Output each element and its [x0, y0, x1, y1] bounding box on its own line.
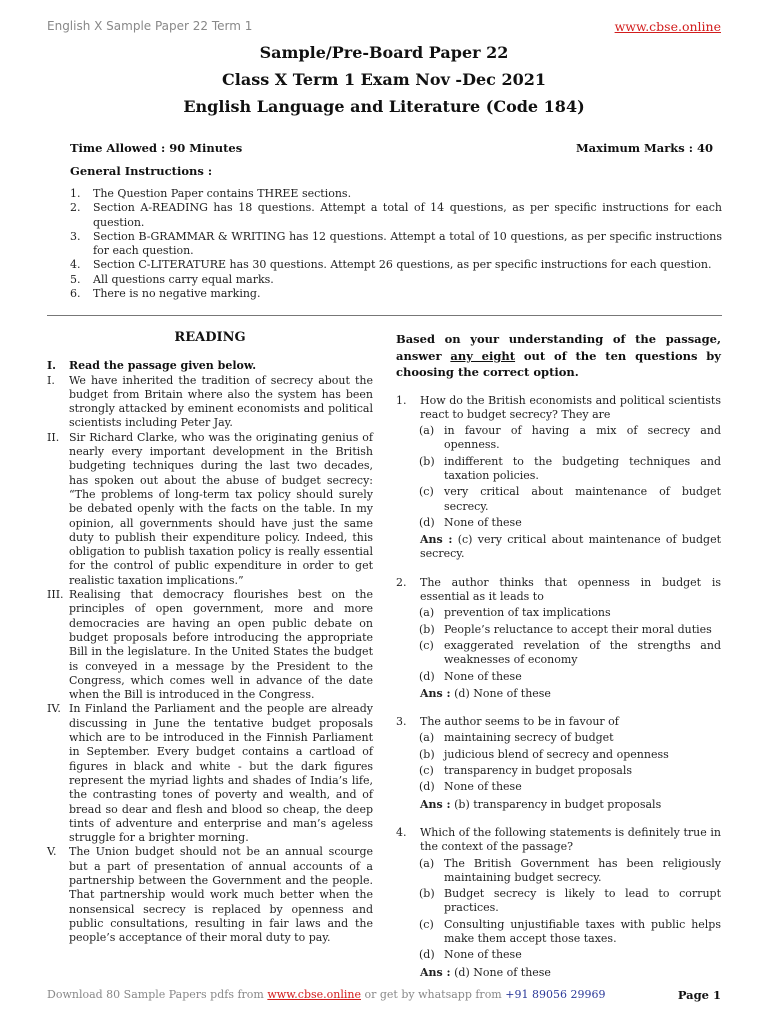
passage-paragraph [47, 588, 373, 702]
option-letter: (a) [419, 856, 435, 870]
answer-option [396, 918, 721, 947]
paragraph-number: III. [47, 588, 64, 602]
answer-text: (d) None of these [454, 965, 551, 979]
question-block [396, 394, 721, 562]
paragraph-text: Sir Richard Clarke, who was the originating genius of nearly every important development in the British budgeting techniques during the last two decades, has spoken out about the abuse of budget secrecy: “The problems of long-term tax policy should surely be debated openly with the facts on the table. In my opinion, all governments should have just the same duty to publish their expenditure policy. Indeed, this obligation to publish taxation policy is really essential for the control of public expenditure in order to get realistic taxation implications.” [69, 430, 373, 587]
question-number: 3. [396, 715, 407, 729]
paragraph-text: Realising that democracy flourishes best on the principles of open government, more and more democracies are having an open public debate on budget proposals before introducing the appropriate Bill in the legislature. In the United States the budget is conveyed in a message by the President to the Congress, which comes well in advance of the date when the Bill is introduced in the Congress. [69, 588, 373, 702]
instruction-number: 5. [70, 272, 81, 286]
option-letter: (d) [419, 948, 435, 962]
answer-option [396, 485, 721, 514]
instruction-number: 2. [70, 201, 81, 215]
passage-paragraph [47, 431, 373, 588]
question-text [396, 715, 721, 729]
instruction-number: 4. [70, 258, 81, 272]
answer-option [396, 639, 721, 668]
answer-option [396, 623, 721, 637]
footer-website-link[interactable]: www.cbse.online [267, 988, 361, 1001]
instruction-item [70, 201, 722, 230]
footer-note [47, 988, 605, 1001]
question-block [396, 826, 721, 980]
instruction-text: All questions carry equal marks. [93, 272, 274, 286]
answer-option [396, 731, 721, 745]
section-divider [47, 315, 722, 316]
option-text: very critical about maintenance of budget secrecy. [444, 485, 721, 513]
option-text: maintaining secrecy of budget [444, 731, 614, 745]
paragraph-text: The Union budget should not be an annual scourge but a part of presentation of annual accounts of a partnership between the Government and the people. That partnership would work much better when the nonsensical secrecy is replaced by openness and public consultations, resulting in fair laws and the people’s acceptance of their moral duty to pay. [69, 845, 373, 945]
answer-option [396, 780, 721, 794]
answer-option [396, 764, 721, 778]
time-allowed: Time Allowed : 90 Minutes [70, 141, 243, 155]
option-text: transparency in budget proposals [444, 764, 632, 778]
instructions-list [70, 187, 722, 301]
instruction-item [70, 230, 722, 259]
answer-line [396, 798, 721, 812]
option-letter: (d) [419, 515, 435, 529]
passage-intro-number: I. [47, 359, 56, 373]
option-letter: (c) [419, 485, 434, 499]
option-text: None of these [444, 515, 522, 529]
answer-option [396, 857, 721, 886]
footer-pre-text: Download 80 Sample Papers pdfs from [47, 988, 264, 1001]
option-letter: (a) [419, 424, 435, 438]
instruction-number: 3. [70, 229, 81, 243]
option-letter: (d) [419, 780, 435, 794]
answer-text: (c) very critical about maintenance of budget secrecy. [420, 533, 721, 561]
paper-title: Sample/Pre-Board Paper 22 [259, 43, 509, 62]
answer-text: (d) None of these [454, 686, 551, 700]
option-text: judicious blend of secrecy and openness [444, 747, 669, 761]
question-number: 4. [396, 825, 407, 839]
paragraph-text: In Finland the Parliament and the people are already discussing in June the tentative budget proposals which are to be introduced in the Finnish Parliament in September. Every budget contains a cartload of figures in black and white - but the dark figures represent the myriad lights and shades of India’s life, the contrasting tones of poverty and wealth, and of bread so dear and flesh and blood so cheap, the deep tints of adventure and enterprise and man’s ageless struggle for a brighter morning. [69, 702, 373, 845]
answer-line [396, 966, 721, 980]
passage-paragraph [47, 702, 373, 845]
question-number: 1. [396, 393, 407, 407]
answer-option [396, 455, 721, 484]
answer-label: Ans : [420, 797, 451, 811]
instruction-number: 6. [70, 287, 81, 301]
instruction-text: Section A-READING has 18 questions. Attempt a total of 14 questions, as per specific instructions for each question. [93, 201, 722, 229]
questions-instruction-b: out of the ten questions by choosing the correct option. [396, 348, 721, 379]
questions-instruction [396, 331, 721, 381]
option-text: None of these [444, 669, 522, 683]
option-letter: (c) [419, 764, 434, 778]
answer-option [396, 948, 721, 962]
instruction-item [70, 258, 722, 272]
passage-intro-text: Read the passage given below. [69, 359, 257, 373]
option-text: None of these [444, 780, 522, 794]
answer-line [396, 533, 721, 562]
option-letter: (a) [419, 731, 435, 745]
answer-option [396, 887, 721, 916]
option-text: Budget secrecy is likely to lead to corrupt practices. [444, 887, 721, 915]
option-letter: (b) [419, 454, 435, 468]
paragraph-number: V. [47, 845, 57, 859]
question-number: 2. [396, 575, 407, 589]
option-letter: (c) [419, 638, 434, 652]
option-letter: (d) [419, 669, 435, 683]
option-letter: (b) [419, 887, 435, 901]
option-letter: (b) [419, 747, 435, 761]
instruction-text: Section B-GRAMMAR & WRITING has 12 questions. Attempt a total of 10 questions, as per specific instructions for each question. [93, 229, 722, 258]
maximum-marks: Maximum Marks : 40 [575, 141, 713, 155]
instruction-item [70, 287, 722, 301]
instruction-text: The Question Paper contains THREE sections. [93, 187, 352, 200]
instruction-item [70, 273, 722, 287]
reading-heading: READING [174, 330, 246, 345]
footer-whatsapp-number[interactable]: +91 89056 29969 [505, 988, 606, 1001]
general-instructions-heading: General Instructions : [70, 164, 213, 178]
questions-instruction-a: Based on your understanding of the passage, answer [396, 332, 721, 363]
paragraph-text: We have inherited the tradition of secrecy about the budget from Britain where also the system has been strongly attacked by eminent economists and political scientists including Peter Jay. [69, 373, 373, 430]
passage-intro [47, 359, 373, 373]
option-text: None of these [444, 948, 522, 962]
question-stem: How do the British economists and political scientists react to budget secrecy? They are [420, 393, 721, 421]
option-text: exaggerated revelation of the strengths and weaknesses of economy [444, 638, 721, 667]
answer-label: Ans : [420, 686, 451, 700]
question-stem: The author thinks that openness in budget is essential as it leads to [420, 575, 721, 604]
option-text: The British Government has been religiously maintaining budget secrecy. [444, 856, 721, 884]
question-block [396, 576, 721, 701]
question-text [396, 826, 721, 855]
page-number: Page 1 [677, 988, 721, 1002]
questions-instruction-underlined: any eight [450, 348, 516, 363]
running-header: English X Sample Paper 22 Term 1 [47, 19, 253, 33]
instruction-text: Section C-LITERATURE has 30 questions. Attempt 26 questions, as per specific instructions for each question. [93, 258, 712, 272]
option-text: in favour of having a mix of secrecy and openness. [444, 424, 721, 452]
paragraph-number: II. [47, 430, 60, 444]
paragraph-number: I. [47, 373, 55, 387]
passage-paragraph [47, 845, 373, 945]
question-block [396, 715, 721, 812]
answer-option [396, 748, 721, 762]
answer-option [396, 606, 721, 620]
question-text [396, 394, 721, 423]
instruction-number: 1. [70, 187, 81, 200]
option-letter: (a) [419, 606, 435, 620]
questions-column [396, 331, 721, 994]
answer-text: (b) transparency in budget proposals [454, 797, 662, 811]
instruction-item [70, 187, 722, 201]
subject-title: English Language and Literature (Code 184) [183, 97, 585, 116]
answer-option [396, 670, 721, 684]
passage-paragraph [47, 374, 373, 431]
exam-title: Class X Term 1 Exam Nov -Dec 2021 [222, 70, 546, 89]
option-letter: (c) [419, 917, 434, 931]
option-text: indifferent to the budgeting techniques and taxation policies. [444, 454, 721, 482]
question-text [396, 576, 721, 605]
question-stem: Which of the following statements is definitely true in the context of the passage? [420, 825, 721, 854]
option-text: Consulting unjustifiable taxes with public helps make them accept those taxes. [444, 917, 721, 945]
question-stem: The author seems to be in favour of [420, 715, 619, 729]
answer-label: Ans : [420, 533, 453, 547]
answer-option [396, 424, 721, 453]
answer-line [396, 687, 721, 701]
option-letter: (b) [419, 622, 435, 636]
answer-option [396, 516, 721, 530]
option-text: prevention of tax implications [444, 606, 611, 620]
paragraph-number: IV. [47, 702, 61, 716]
reading-passage-column [47, 331, 373, 945]
website-link[interactable]: www.cbse.online [614, 19, 721, 34]
footer-mid-text: or get by whatsapp from [364, 988, 502, 1001]
answer-label: Ans : [420, 965, 451, 979]
option-text: People’s reluctance to accept their moral duties [444, 622, 712, 636]
instruction-text: There is no negative marking. [93, 287, 261, 301]
